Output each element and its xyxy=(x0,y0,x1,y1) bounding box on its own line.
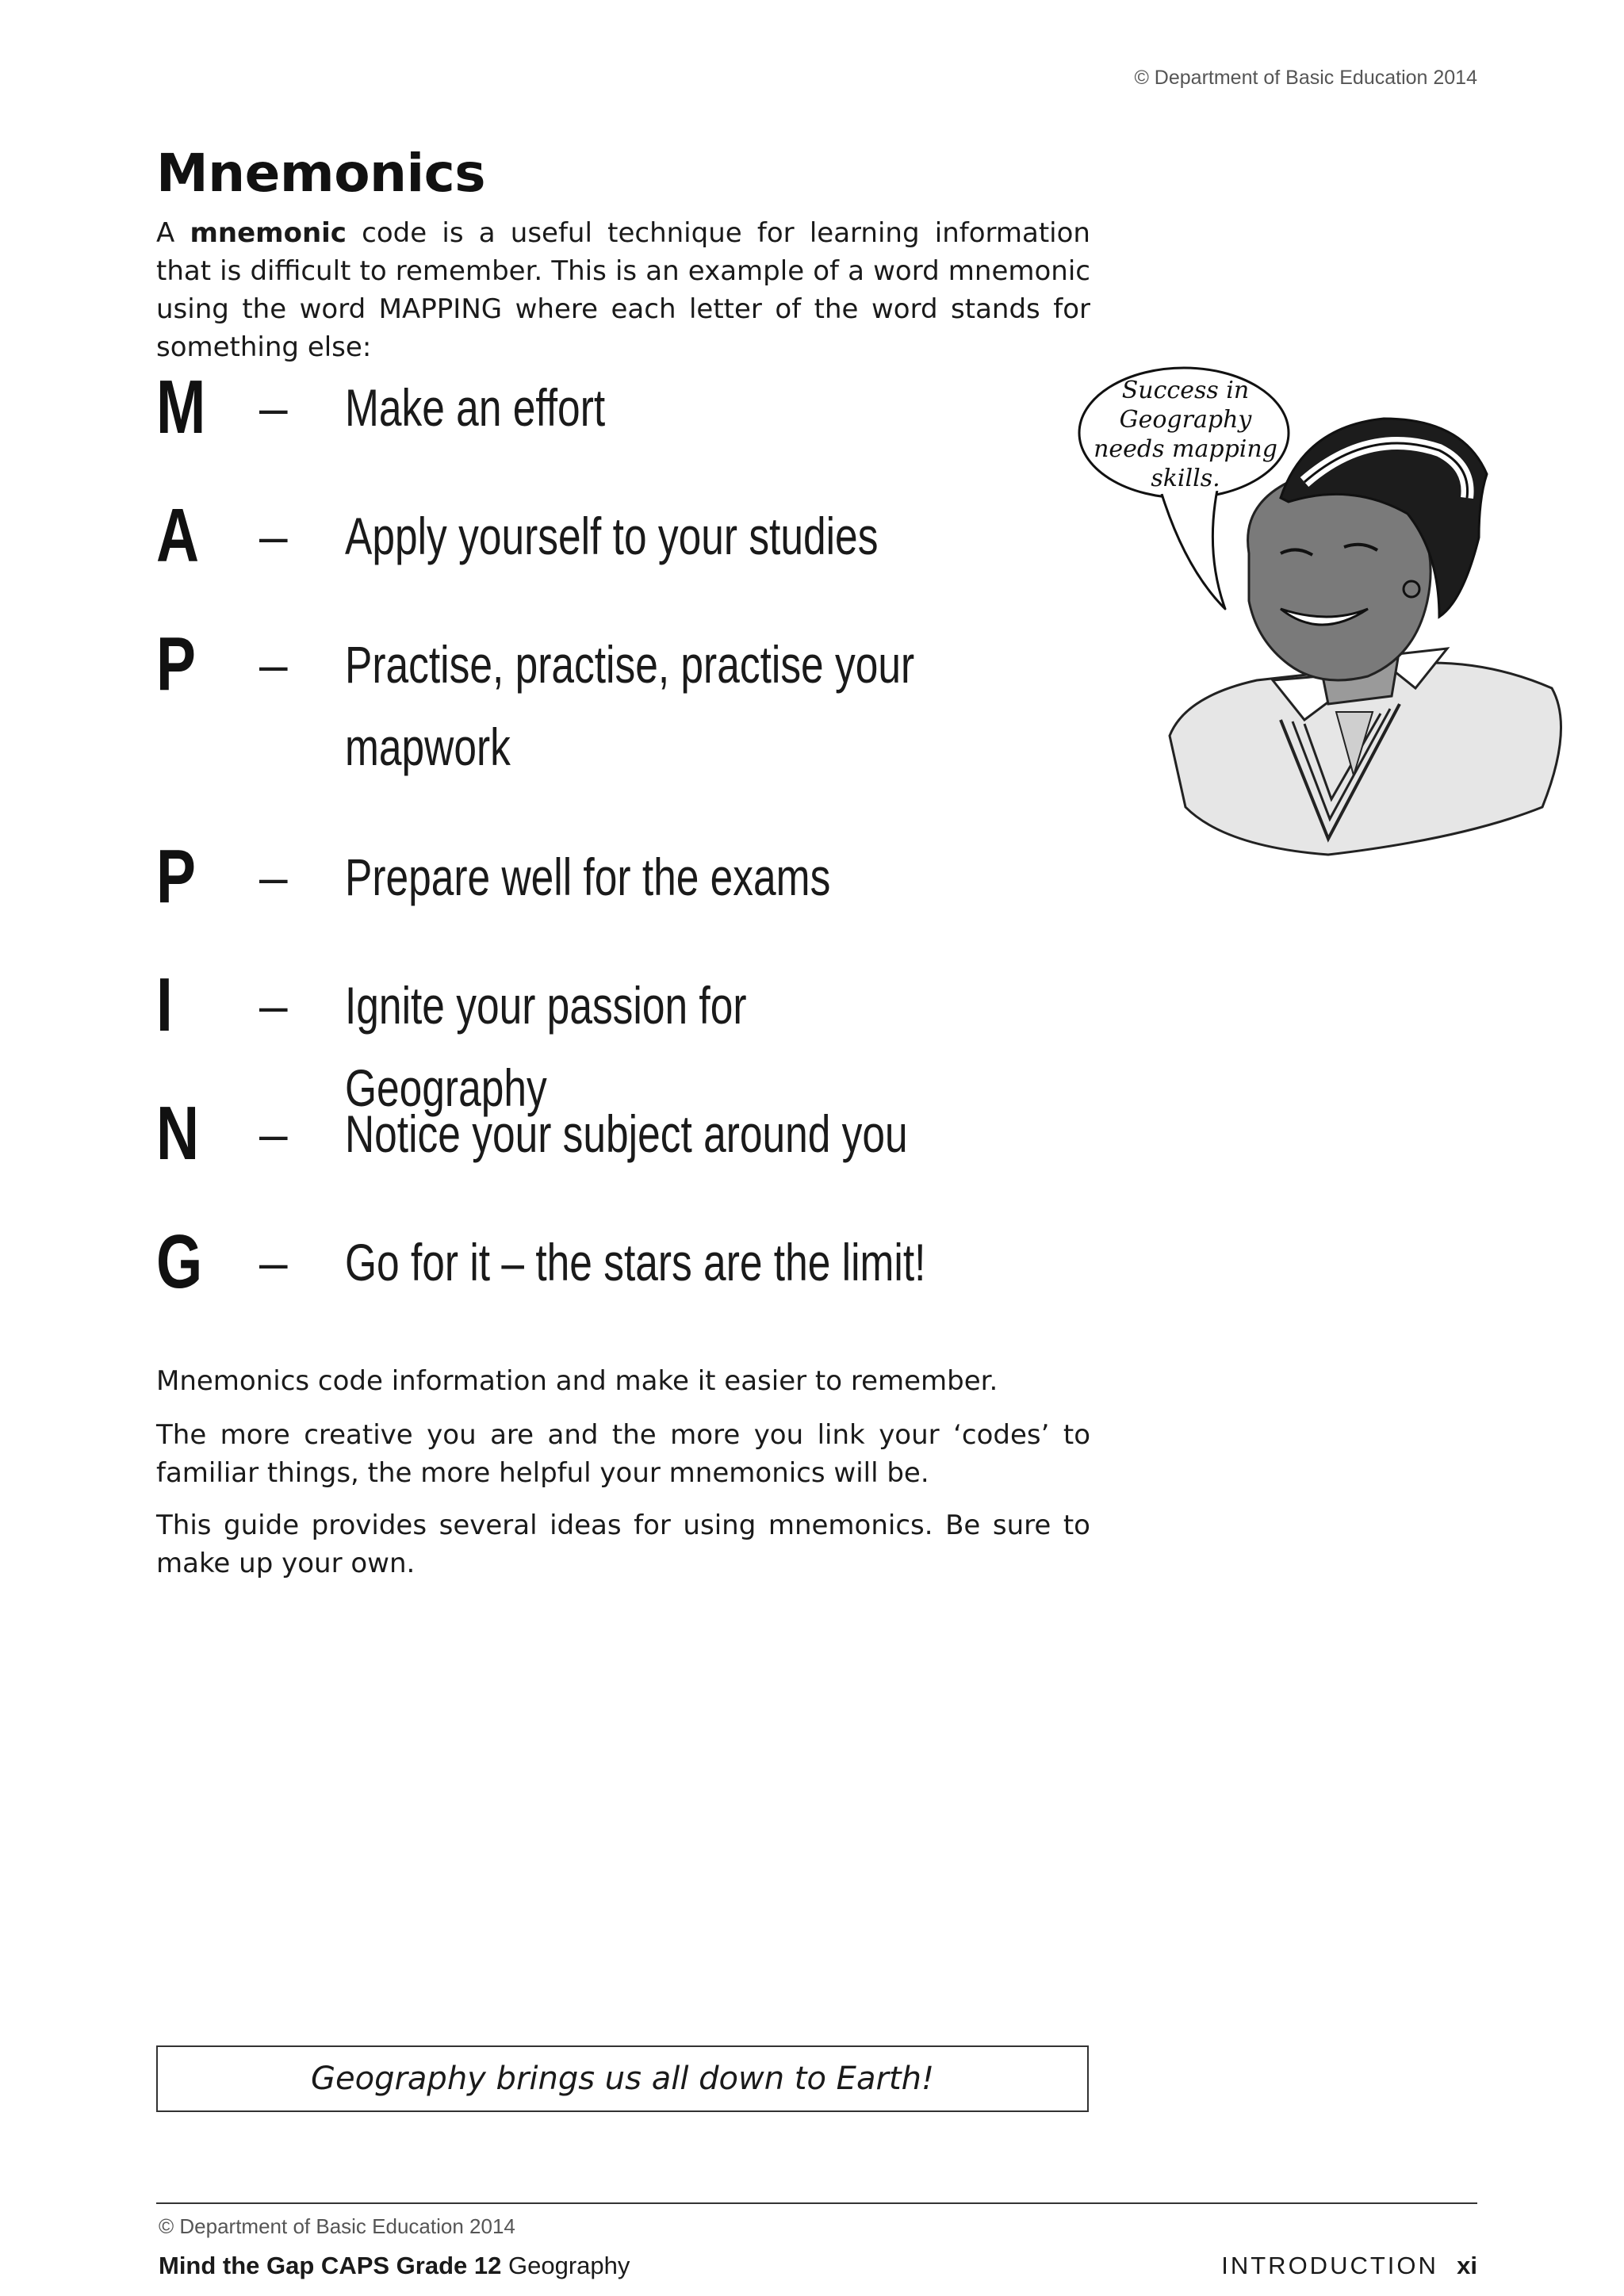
acrostic-dash: – xyxy=(259,977,288,1034)
header-copyright: © Department of Basic Education 2014 xyxy=(1134,67,1477,89)
footer-divider xyxy=(156,2202,1477,2204)
footer-section-name: INTRODUCTION xyxy=(1221,2252,1438,2279)
body-paragraph: Mnemonics code information and make it easier to remember. xyxy=(156,1365,998,1397)
acrostic-letter: P xyxy=(156,834,196,919)
acrostic-letter: P xyxy=(156,622,196,706)
footer-guide-subject: Geography xyxy=(501,2252,630,2279)
quote-text: Geography brings us all down to Earth! xyxy=(311,2061,934,2097)
acrostic-row xyxy=(156,620,1108,832)
acrostic-row xyxy=(156,492,1108,620)
acrostic-dash: – xyxy=(259,379,288,436)
acrostic-letter: A xyxy=(156,493,200,578)
acrostic-dash: – xyxy=(259,1234,288,1291)
acrostic-phrase: Make an effort xyxy=(345,378,606,437)
acrostic-row xyxy=(156,1089,1108,1218)
acrostic-phrase: Go for it – the stars are the limit! xyxy=(345,1233,926,1292)
acrostic-row xyxy=(156,363,1108,492)
body-paragraph: This guide provides several ideas for using mnemonics. Be sure to make up your own. xyxy=(156,1510,1090,1579)
acrostic-row xyxy=(156,832,1108,961)
acrostic-dash: – xyxy=(259,1105,288,1162)
acrostic-row xyxy=(156,961,1108,1117)
acrostic-phrase: Apply yourself to your studies xyxy=(345,507,879,565)
acrostic-letter: M xyxy=(156,365,206,450)
speech-bubble-line: needs mapping xyxy=(1094,435,1277,463)
speech-bubble-line: Success in xyxy=(1121,377,1250,404)
acrostic-phrase: Practise, practise, practise your mapwork xyxy=(345,635,915,776)
speech-bubble-line: Geography xyxy=(1119,406,1252,434)
acrostic-row xyxy=(156,1218,1108,1346)
intro-bold-term: mnemonic xyxy=(190,217,347,249)
footer-guide-bold: Mind the Gap CAPS Grade 12 xyxy=(159,2252,502,2279)
acrostic-phrase: Ignite your passion for Geography xyxy=(345,976,747,1117)
acrostic-phrase: Prepare well for the exams xyxy=(345,848,831,906)
speech-bubble-line: skills. xyxy=(1151,465,1220,492)
footer-section-label xyxy=(1221,2252,1477,2280)
footer-page-number: xi xyxy=(1457,2252,1477,2279)
intro-suffix: code is a useful technique for learning information that is difficult to remember. This is an example of a word mnemonic using the word MAPPING where each letter of the word stands for something else: xyxy=(156,217,1090,363)
acrostic-dash: – xyxy=(259,636,288,693)
quote-box xyxy=(156,2045,1089,2112)
footer-guide-title xyxy=(159,2252,630,2280)
acrostic-dash: – xyxy=(259,507,288,564)
student-illustration xyxy=(1067,363,1574,871)
mapping-acrostic xyxy=(156,363,1108,1346)
intro-prefix: A xyxy=(156,217,190,249)
acrostic-dash: – xyxy=(259,848,288,905)
acrostic-letter: G xyxy=(156,1219,203,1304)
acrostic-phrase: Notice your subject around you xyxy=(345,1104,908,1163)
footer-copyright: © Department of Basic Education 2014 xyxy=(159,2214,515,2238)
page-title: Mnemonics xyxy=(156,143,486,204)
acrostic-letter: N xyxy=(156,1091,200,1176)
body-paragraph: The more creative you are and the more you link your ‘codes’ to familiar things, the more helpful your mnemonics will be. xyxy=(156,1419,1090,1489)
intro-paragraph xyxy=(156,214,1090,366)
acrostic-letter: I xyxy=(156,962,173,1047)
